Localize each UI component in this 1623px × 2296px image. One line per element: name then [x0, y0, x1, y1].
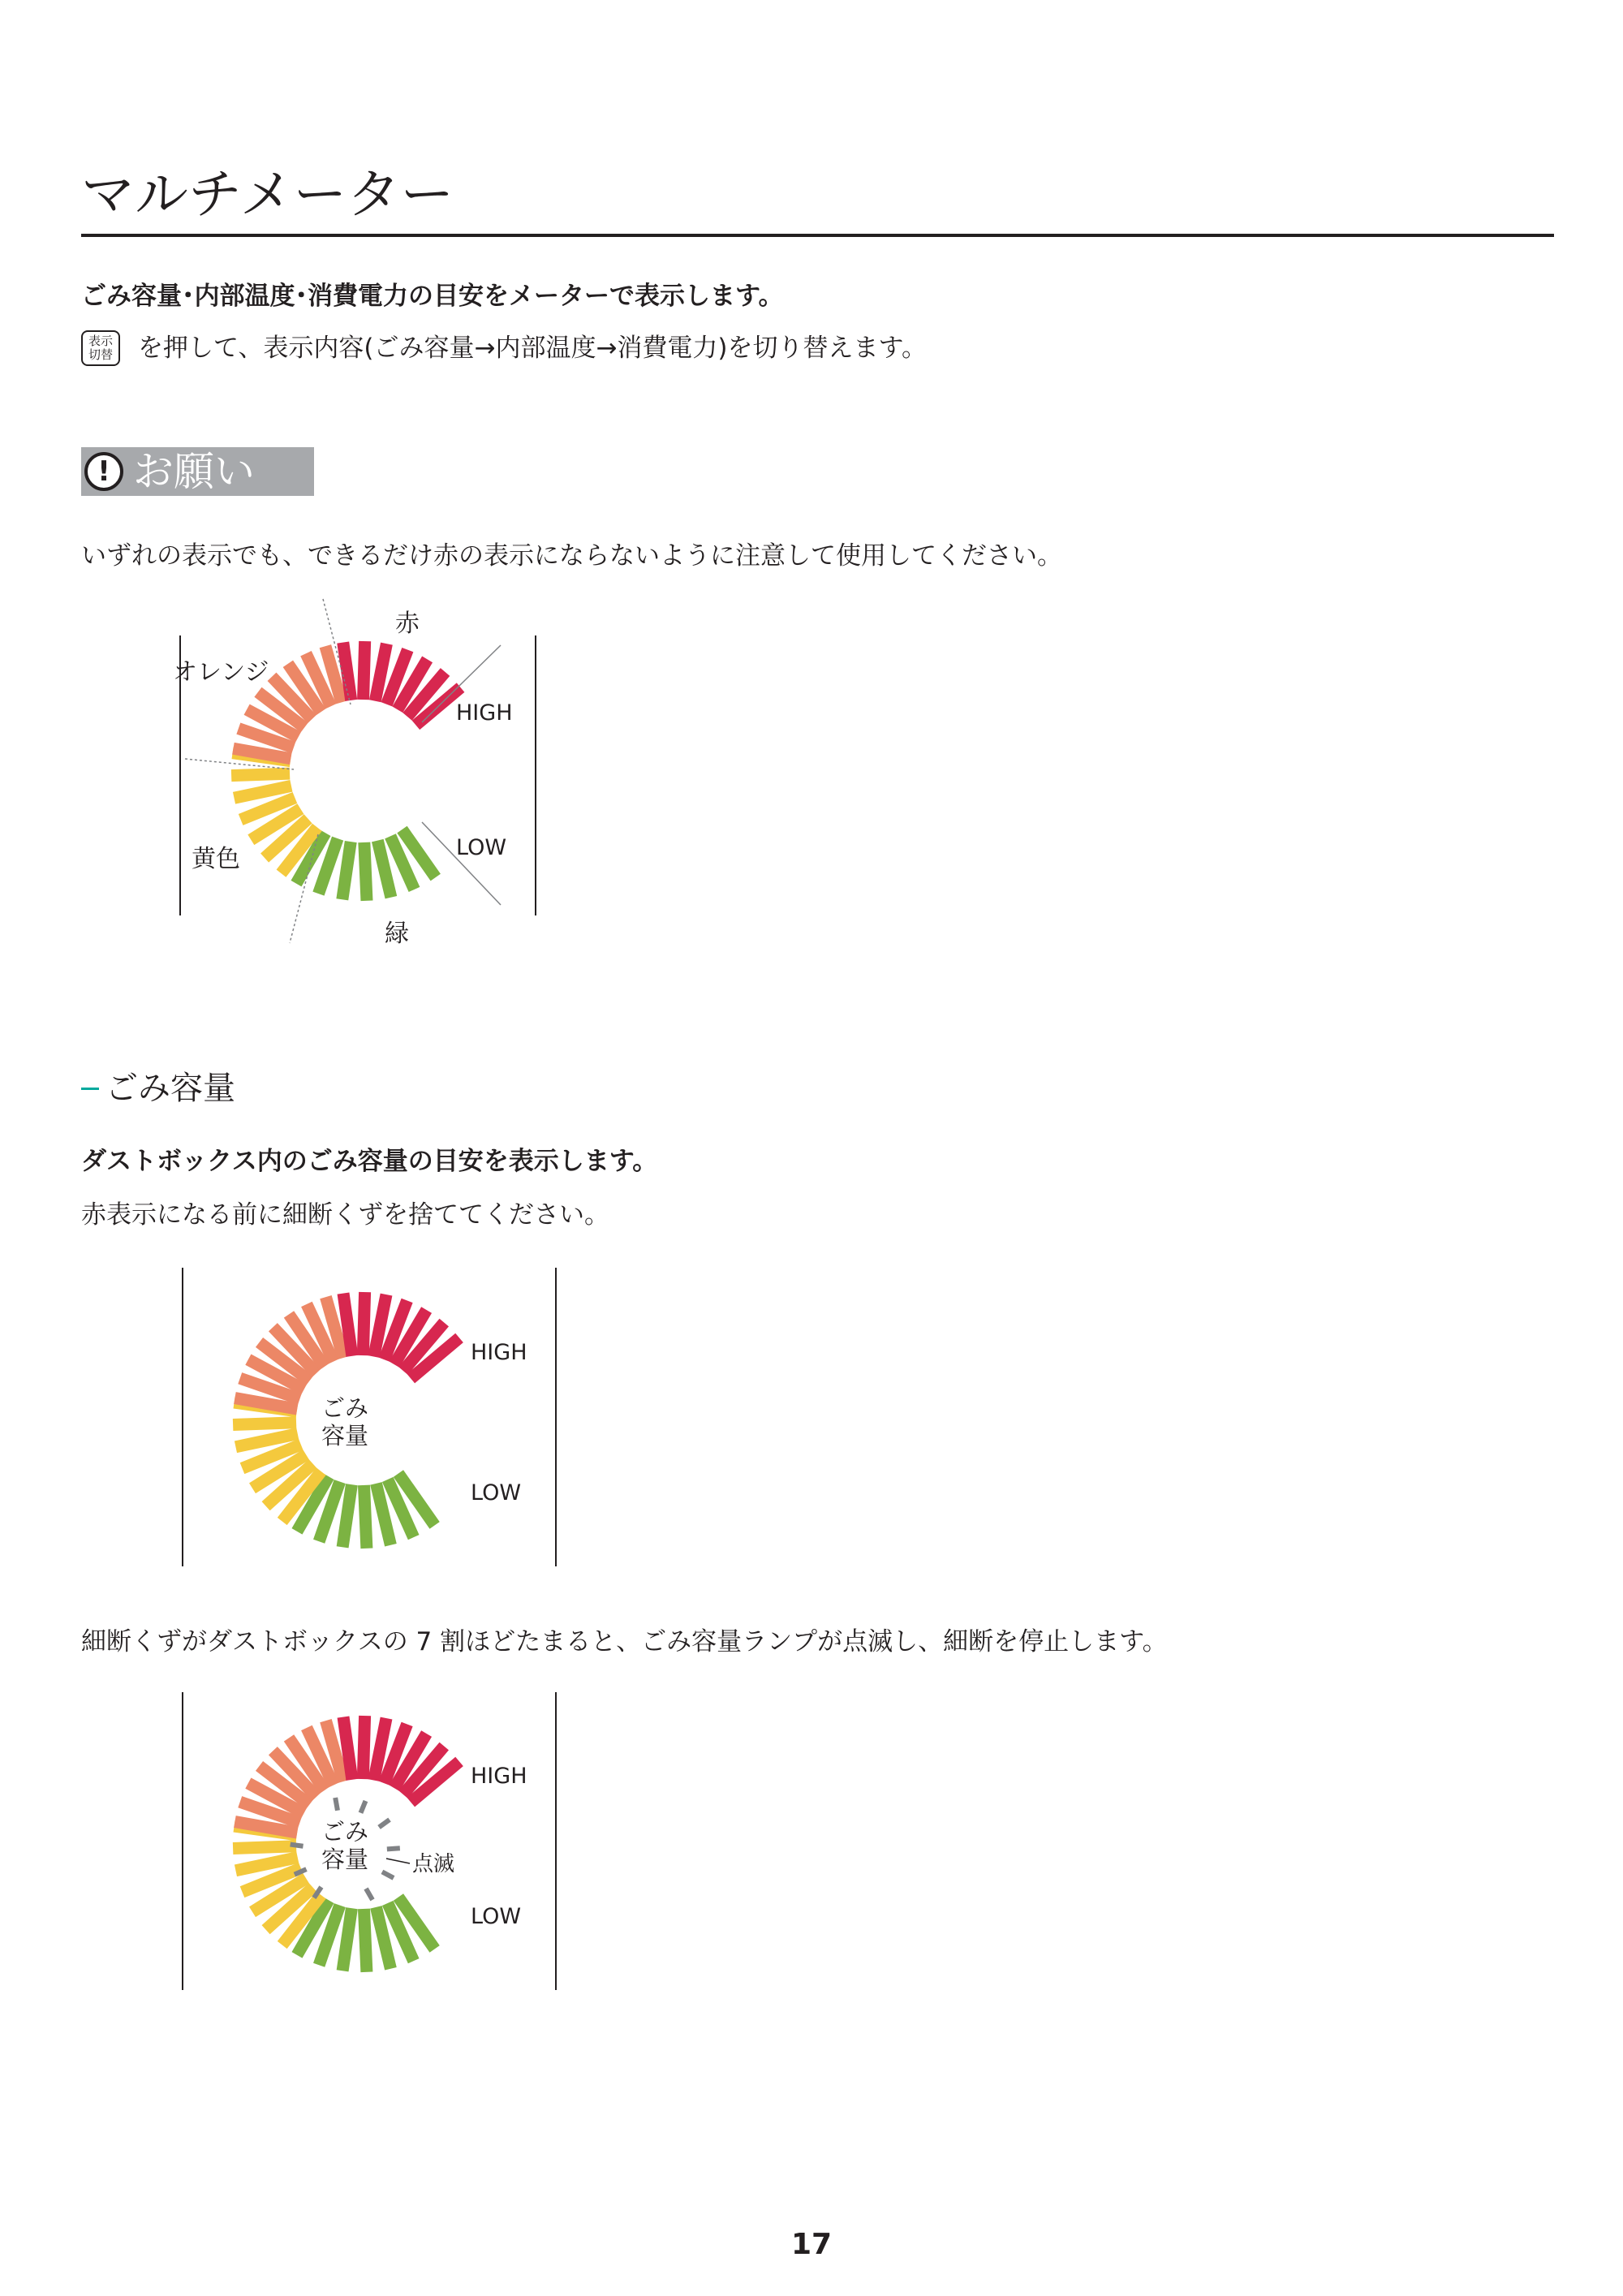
label-low: LOW [471, 1480, 522, 1506]
blink-leader [386, 1859, 410, 1863]
section-lead: ダストボックス内のごみ容量の目安を表示します。 [81, 1147, 658, 1176]
blink-ray [379, 1820, 390, 1827]
blink-ray [335, 1798, 338, 1811]
key-label-bottom: 切替 [88, 347, 113, 362]
label-low: LOW [471, 1904, 522, 1929]
label-high: HIGH [471, 1340, 527, 1365]
intro-lead: ごみ容量･内部温度･消費電力の目安をメーターで表示します。 [81, 282, 784, 311]
label-high: HIGH [456, 700, 513, 726]
center-label-line2: 容量 [321, 1846, 369, 1873]
label-yellow: 黄色 [192, 845, 240, 873]
center-label-line1: ごみ [321, 1818, 369, 1846]
center-label-line1: ごみ [321, 1394, 369, 1422]
key-label-top: 表示 [88, 334, 113, 348]
section-detail: 細断くずがダストボックスの 7 割ほどたまると、ごみ容量ランプが点滅し、細断を停止します。 [81, 1627, 1168, 1656]
label-high: HIGH [471, 1764, 527, 1789]
exclamation-icon: ! [84, 452, 123, 491]
section-heading-text: ごみ容量 [105, 1070, 235, 1107]
blink-ray [387, 1848, 400, 1849]
instruction-text: を押して、表示内容(ごみ容量→内部温度→消費電力)を切り替えます。 [138, 334, 928, 363]
blink-label: 点滅 [412, 1852, 455, 1876]
blink-ray [360, 1801, 365, 1813]
meter-segment-green [342, 1908, 351, 1971]
page-number: 17 [790, 2228, 833, 2261]
page-title: マルチメーター [81, 163, 454, 226]
meter-segment-red [363, 1716, 364, 1779]
label-low: LOW [456, 835, 507, 860]
meter-segment-green [364, 1909, 366, 1972]
notice-text: いずれの表示でも、できるだけ赤の表示にならないように注意して使用してください。 [81, 541, 1062, 571]
blink-ray [382, 1872, 394, 1878]
section-note: 赤表示になる前に細断くずを捨ててください。 [81, 1200, 609, 1230]
label-orange: オレンジ [173, 658, 269, 687]
blink-ray [366, 1889, 372, 1900]
label-green: 緑 [385, 920, 409, 948]
label-red: 赤 [395, 610, 420, 638]
center-label-line2: 容量 [321, 1422, 369, 1450]
notice-label: お願い [133, 448, 255, 495]
meter-segment-yellow [233, 1846, 296, 1849]
blink-ray [291, 1845, 304, 1846]
